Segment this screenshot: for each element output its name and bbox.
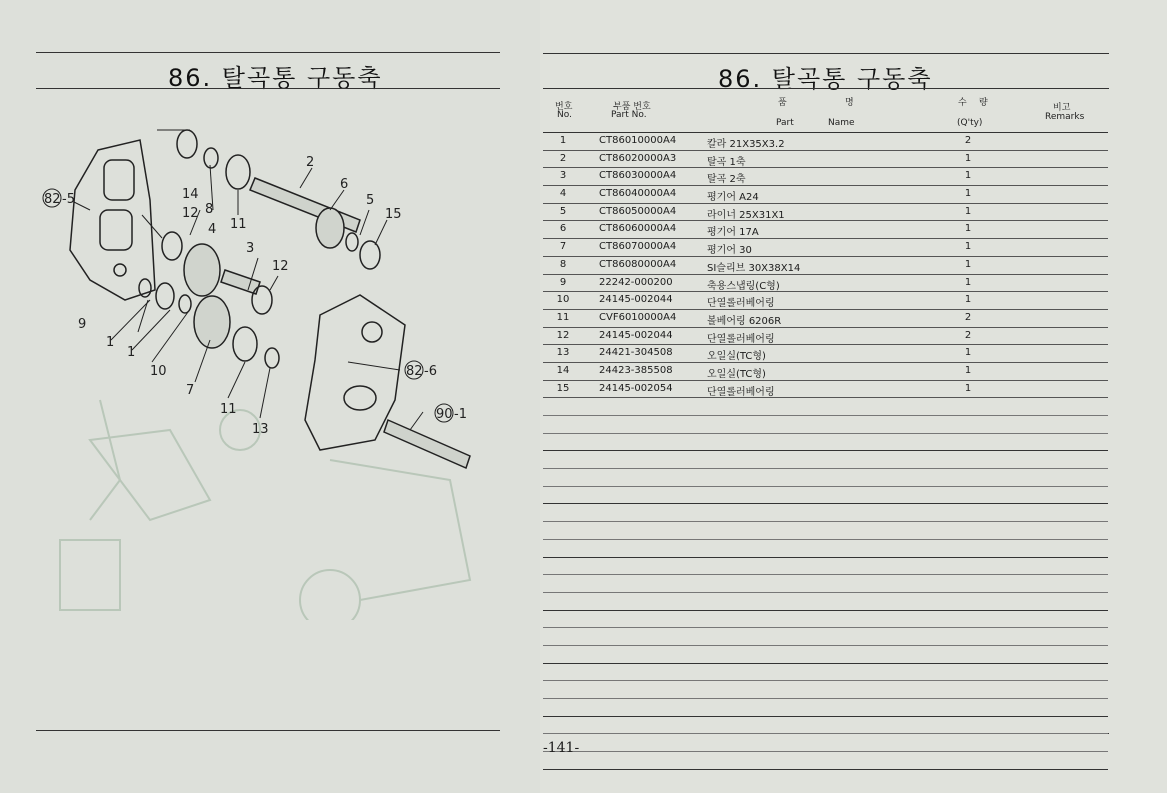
callout-item: 15 — [385, 207, 402, 222]
row-quantity: 1 — [964, 382, 972, 394]
header-qty-en: (Q'ty) — [957, 118, 983, 128]
row-number: 8 — [559, 258, 567, 270]
table-blank-rows — [543, 398, 1108, 769]
row-number: 14 — [556, 364, 570, 376]
table-row — [543, 133, 1108, 151]
row-quantity: 1 — [964, 205, 972, 217]
left-top-rule — [36, 52, 500, 53]
header-name-en-1: Part — [776, 118, 794, 128]
left-page-title: 86. 탈곡통 구동축 — [168, 64, 383, 92]
row-part-name: 탈곡 1축 — [707, 156, 746, 168]
row-part-name: 평기어 A24 — [707, 192, 759, 204]
callout-item: 13 — [252, 422, 269, 437]
parts-table — [543, 90, 1108, 770]
callout-item: 6 — [340, 177, 349, 192]
row-part-number: CT86030000A4 — [599, 170, 677, 182]
header-remarks-en: Remarks — [1045, 112, 1085, 122]
blank-row — [543, 540, 1108, 558]
row-number: 12 — [556, 329, 570, 341]
row-part-name: 평기어 30 — [707, 245, 752, 257]
row-part-number: CT86060000A4 — [599, 223, 677, 235]
header-no-en: No. — [557, 110, 572, 120]
callout-item: 8 — [205, 202, 214, 217]
callout-item: 4 — [208, 222, 217, 237]
blank-row — [543, 504, 1108, 522]
callout-item: 12 — [182, 206, 199, 221]
row-quantity: 1 — [964, 152, 972, 164]
header-name-ko-1: 품 — [778, 98, 787, 108]
blank-row — [543, 593, 1108, 611]
row-part-number: CVF6010000A4 — [599, 311, 677, 323]
blank-row — [543, 398, 1108, 416]
svg-text:-6: -6 — [424, 364, 437, 379]
row-part-number: 24423-385508 — [599, 364, 673, 376]
row-part-number: 24145-002044 — [599, 294, 673, 306]
row-part-name: 탈곡 2축 — [707, 174, 746, 186]
blank-row — [543, 487, 1108, 505]
row-number: 2 — [559, 152, 567, 164]
row-part-name: 평기어 17A — [707, 227, 759, 239]
row-quantity: 1 — [964, 294, 972, 306]
blank-row — [543, 469, 1108, 487]
callout-item: 14 — [182, 187, 199, 202]
row-number: 3 — [559, 170, 567, 182]
row-quantity: 2 — [964, 311, 972, 323]
row-part-name: 라이너 25X31X1 — [707, 209, 785, 221]
table-row — [543, 221, 1108, 239]
table-row — [543, 310, 1108, 328]
header-name-ko-2: 명 — [845, 98, 854, 108]
blank-row — [543, 416, 1108, 434]
table-row — [543, 381, 1108, 399]
row-quantity: 1 — [964, 347, 972, 359]
header-part-no-en: Part No. — [611, 110, 647, 120]
blank-row — [543, 717, 1108, 735]
callout-item: 5 — [366, 193, 375, 208]
blank-row — [543, 434, 1108, 452]
left-housing — [70, 140, 155, 300]
row-part-number: 24145-002054 — [599, 382, 673, 394]
row-number: 5 — [559, 205, 567, 217]
table-row — [543, 363, 1108, 381]
row-number: 15 — [556, 382, 570, 394]
row-number: 6 — [559, 223, 567, 235]
blank-row — [543, 558, 1108, 576]
row-quantity: 1 — [964, 170, 972, 182]
callout-82-5: 82 — [44, 192, 61, 207]
left-bottom-rule — [36, 730, 500, 731]
row-quantity: 1 — [964, 276, 972, 288]
callout-item: 12 — [272, 259, 289, 274]
row-part-number: CT86020000A3 — [599, 152, 677, 164]
row-quantity: 1 — [964, 188, 972, 200]
row-part-name: 오일실(TC형) — [707, 351, 766, 363]
callout-90-1: 90 — [436, 407, 453, 422]
row-quantity: 1 — [964, 223, 972, 235]
header-qty-ko-1: 수 — [958, 98, 967, 108]
row-part-name: 볼베어링 6206R — [707, 315, 782, 327]
row-part-name: 축용스냅링(C형) — [707, 280, 780, 292]
blank-row — [543, 611, 1108, 629]
header-no-ko: 번호 — [555, 102, 573, 112]
row-part-number: CT86040000A4 — [599, 188, 677, 200]
callout-82-6: 82 — [406, 364, 423, 379]
row-part-number: 24145-002044 — [599, 329, 673, 341]
blank-row — [543, 575, 1108, 593]
callout-item: 1 — [127, 345, 136, 360]
row-quantity: 2 — [964, 135, 972, 146]
row-quantity: 1 — [964, 364, 972, 376]
row-part-name: 칼라 21X35X3.2 — [707, 139, 785, 150]
callout-item: 3 — [246, 241, 255, 256]
blank-row — [543, 451, 1108, 469]
row-part-name: 단열롤러베어링 — [707, 386, 775, 398]
header-qty-ko-2: 량 — [979, 98, 988, 108]
right-top-rule — [543, 53, 1109, 54]
page-number: -141- — [543, 740, 580, 756]
table-row — [543, 345, 1108, 363]
header-part-no-ko: 부품 번호 — [613, 102, 651, 112]
exploded-parts-diagram — [30, 100, 520, 620]
callout-item: 11 — [230, 217, 247, 232]
callout-item: 2 — [306, 155, 315, 170]
table-row — [543, 257, 1108, 275]
row-number: 13 — [556, 347, 570, 359]
row-part-number: CT86070000A4 — [599, 241, 677, 253]
right-title-rule — [543, 88, 1109, 89]
callout-item: 7 — [186, 383, 195, 398]
table-row — [543, 204, 1108, 222]
row-part-name: SI슬리브 30X38X14 — [707, 262, 801, 274]
blank-row — [543, 664, 1108, 682]
blank-row — [543, 522, 1108, 540]
blank-row — [543, 734, 1108, 752]
row-quantity: 1 — [964, 258, 972, 270]
row-part-number: 22242-000200 — [599, 276, 673, 288]
left-title-rule — [36, 88, 500, 89]
row-part-name: 단열롤러베어링 — [707, 298, 775, 310]
bearings-and-rings — [139, 130, 380, 368]
header-remarks-ko: 비고 — [1053, 103, 1071, 113]
row-part-name: 단열롤러베어링 — [707, 333, 775, 345]
row-number: 10 — [556, 294, 570, 306]
callout-item: 11 — [220, 402, 237, 417]
table-header — [543, 90, 1108, 132]
blank-row — [543, 699, 1108, 717]
row-number: 9 — [559, 276, 567, 288]
right-page-title: 86. 탈곡통 구동축 — [718, 65, 933, 93]
row-number: 4 — [559, 188, 567, 200]
blank-row — [543, 681, 1108, 699]
table-row — [543, 275, 1108, 293]
row-part-number: 24421-304508 — [599, 347, 673, 359]
blank-row — [543, 646, 1108, 664]
row-part-number: CT86080000A4 — [599, 258, 677, 270]
row-quantity: 2 — [964, 329, 972, 341]
blank-row — [543, 752, 1108, 770]
row-part-number: CT86050000A4 — [599, 205, 677, 217]
blank-row — [543, 628, 1108, 646]
callout-item: 9 — [78, 317, 87, 332]
table-row — [543, 328, 1108, 346]
row-part-number: CT86010000A4 — [599, 135, 677, 146]
row-number: 11 — [556, 311, 570, 323]
callout-item: 10 — [150, 364, 167, 379]
table-row — [543, 239, 1108, 257]
table-row — [543, 168, 1108, 186]
row-number: 1 — [559, 135, 567, 146]
svg-text:-1: -1 — [454, 407, 467, 422]
table-row — [543, 292, 1108, 310]
svg-text:-5: -5 — [62, 192, 75, 207]
row-part-name: 오일실(TC형) — [707, 368, 766, 380]
callout-item: 1 — [106, 335, 115, 350]
row-quantity: 1 — [964, 241, 972, 253]
row-number: 7 — [559, 241, 567, 253]
table-body — [543, 132, 1108, 398]
table-row — [543, 151, 1108, 169]
table-row — [543, 186, 1108, 204]
header-name-en-2: Name — [828, 118, 855, 128]
left-page — [0, 0, 540, 793]
